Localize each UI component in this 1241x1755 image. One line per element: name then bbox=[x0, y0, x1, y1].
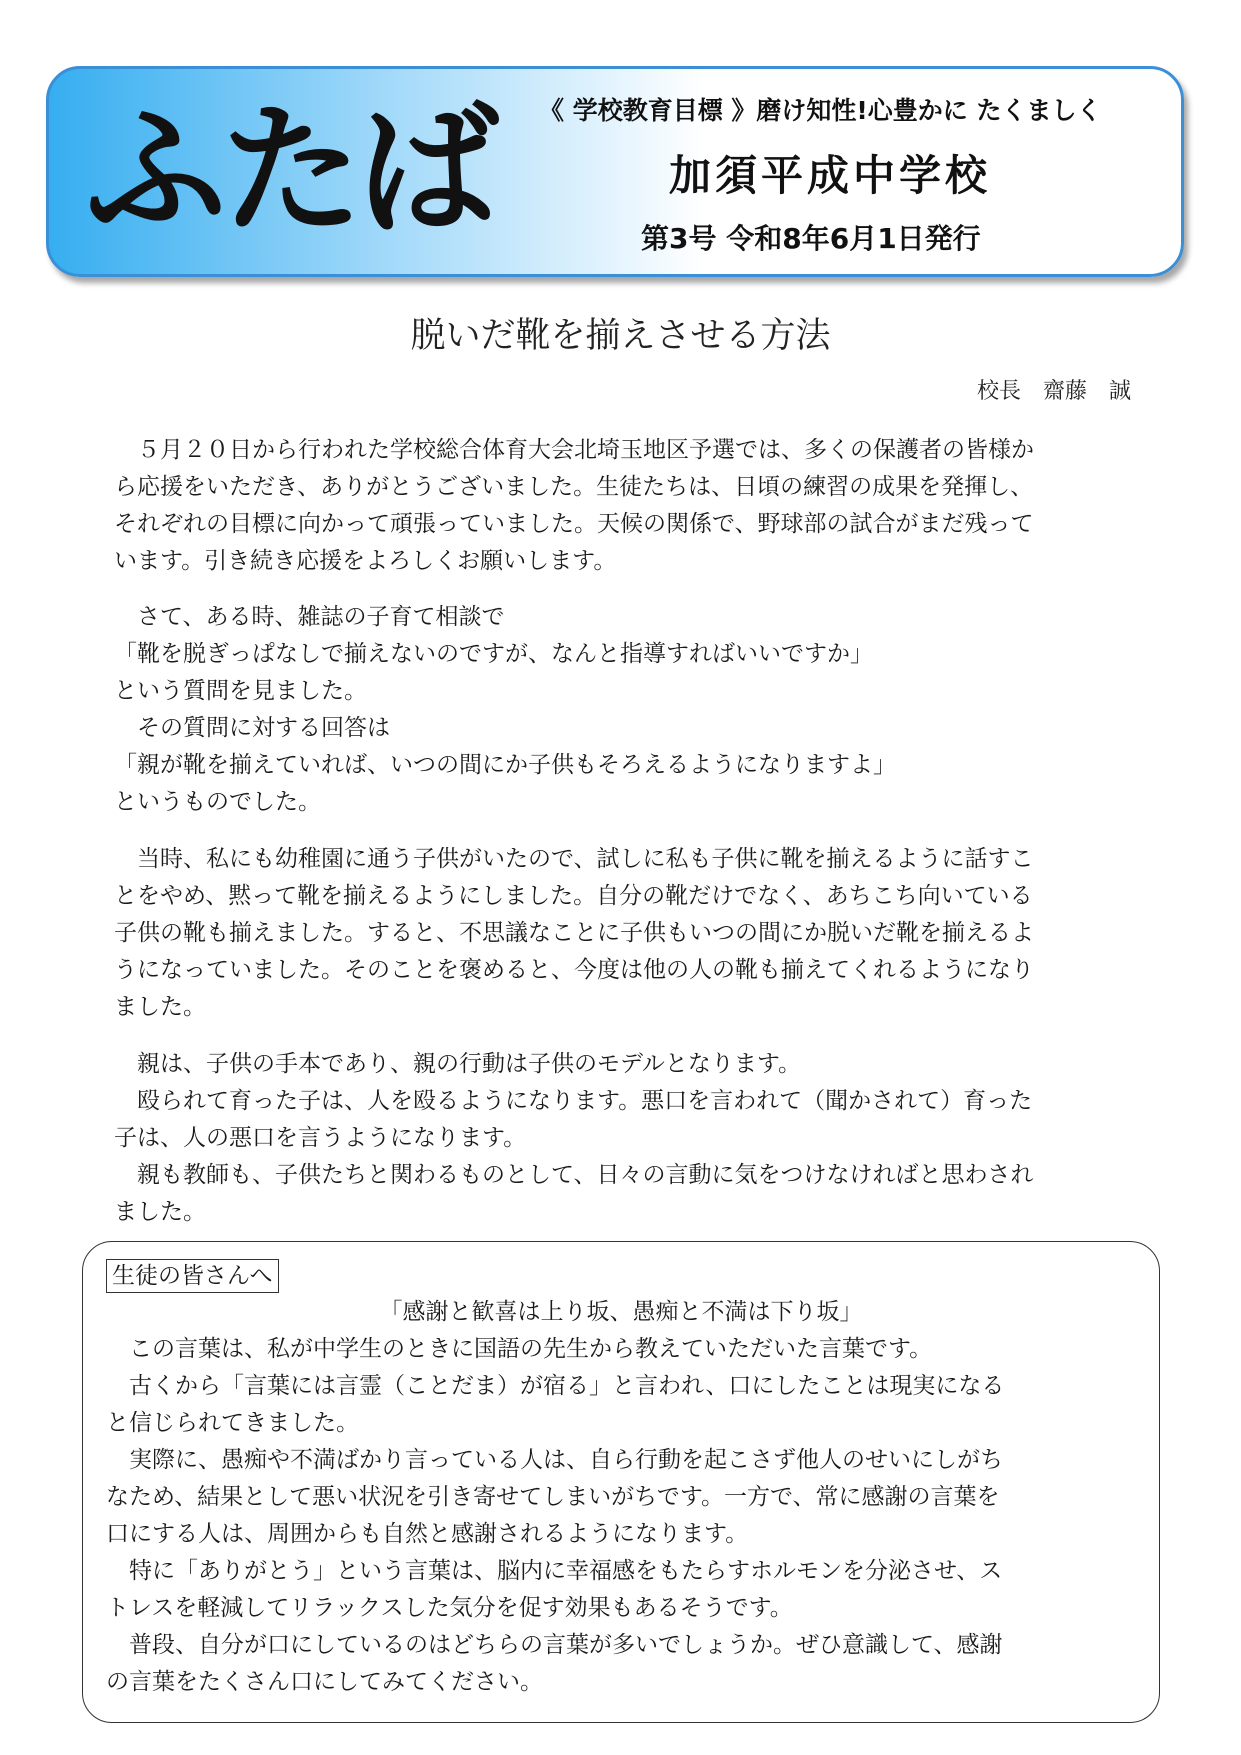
paragraph-line: というものでした。 bbox=[114, 789, 321, 815]
box-line: と信じられてきました。 bbox=[106, 1410, 359, 1436]
box-line: 口にする人は、周囲からも自然と感謝されるようになります。 bbox=[106, 1521, 749, 1547]
box-line: 古くから「言葉には言霊（ことだま）が宿る」と言われ、口にしたことは現実になる bbox=[106, 1373, 1005, 1399]
paragraph-line: 殴られて育った子は、人を殴るようになります。悪口を言われて（聞かされて）育った bbox=[114, 1088, 1033, 1114]
box-line: この言葉は、私が中学生のときに国語の先生から教えていただいた言葉です。 bbox=[106, 1336, 933, 1362]
masthead-title: ふたば bbox=[85, 89, 493, 254]
box-line: 特に「ありがとう」という言葉は、脳内に幸福感をもたらすホルモンを分泌させ、ス bbox=[106, 1558, 1003, 1584]
box-line: なため、結果として悪い状況を引き寄せてしまいがちです。一方で、常に感謝の言葉を bbox=[106, 1484, 1000, 1510]
paragraph-line: 「靴を脱ぎっぱなしで揃えないのですが、なんと指導すればいいですか」 bbox=[114, 641, 873, 667]
box-line: 実際に、愚痴や不満ばかり言っている人は、自ら行動を起こさず他人のせいにしがち bbox=[106, 1447, 1003, 1473]
paragraph-line: うになっていました。そのことを褒めると、今度は他の人の靴も揃えてくれるようになり bbox=[114, 957, 1034, 983]
paragraph-line: 子供の靴も揃えました。すると、不思議なことに子供もいつの間にか脱いだ靴を揃えるよ bbox=[114, 920, 1034, 946]
students-box-text bbox=[106, 1294, 1136, 1701]
paragraph-line: 親も教師も、子供たちと関わるものとして、日々の言動に気をつけなければと思わされ bbox=[114, 1162, 1034, 1188]
paragraph-line: ました。 bbox=[114, 1199, 206, 1225]
article-paragraph-2 bbox=[114, 599, 1140, 821]
box-line: の言葉をたくさん口にしてみてください。 bbox=[106, 1669, 543, 1695]
paragraph-line: という質問を見ました。 bbox=[114, 678, 367, 704]
paragraph-line: さて、ある時、雑誌の子育て相談で bbox=[114, 604, 505, 630]
school-goal: 《 学校教育目標 》磨け知性!心豊かに たくましく bbox=[539, 96, 1102, 125]
paragraph-line: ら応援をいただき、ありがとうございました。生徒たちは、日頃の練習の成果を発揮し、 bbox=[114, 474, 1034, 500]
newsletter-header bbox=[46, 66, 1184, 277]
issue-info: 第3号 令和8年6月1日発行 bbox=[641, 222, 981, 255]
paragraph-line: それぞれの目標に向かって頑張っていました。天候の関係で、野球部の試合がまだ残って bbox=[114, 511, 1034, 537]
article-paragraph-3 bbox=[114, 841, 1140, 1026]
paragraph-line: 「親が靴を揃えていれば、いつの間にか子供もそろえるようになりますよ」 bbox=[114, 752, 896, 778]
box-quote: 「感謝と歓喜は上り坂、愚痴と不満は下り坂」 bbox=[379, 1299, 863, 1325]
paragraph-line: とをやめ、黙って靴を揃えるようにしました。自分の靴だけでなく、あちこち向いている bbox=[114, 883, 1033, 909]
article-title: 脱いだ靴を揃えさせる方法 bbox=[410, 316, 831, 356]
paragraph-line: 親は、子供の手本であり、親の行動は子供のモデルとなります。 bbox=[114, 1051, 802, 1077]
paragraph-line: その質問に対する回答は bbox=[114, 715, 390, 741]
school-name: 加須平成中学校 bbox=[669, 151, 992, 200]
box-line: トレスを軽減してリラックスした気分を促す効果もあるそうです。 bbox=[106, 1595, 793, 1621]
article-paragraph-4 bbox=[114, 1046, 1140, 1231]
paragraph-line: ５月２０日から行われた学校総合体育大会北埼玉地区予選では、多くの保護者の皆様か bbox=[137, 437, 1034, 463]
article-paragraph-1 bbox=[114, 432, 1140, 580]
paragraph-line: 当時、私にも幼稚園に通う子供がいたので、試しに私も子供に靴を揃えるように話すこ bbox=[114, 846, 1034, 872]
article-author: 校長 齋藤 誠 bbox=[976, 379, 1131, 404]
paragraph-line: 子は、人の悪口を言うようになります。 bbox=[114, 1125, 527, 1151]
paragraph-line: います。引き続き応援をよろしくお願いします。 bbox=[114, 548, 617, 574]
students-box-label: 生徒の皆さんへ bbox=[106, 1259, 279, 1293]
box-line: 普段、自分が口にしているのはどちらの言葉が多いでしょうか。ぜひ意識して、感謝 bbox=[106, 1632, 1003, 1658]
paragraph-line: ました。 bbox=[114, 994, 206, 1020]
